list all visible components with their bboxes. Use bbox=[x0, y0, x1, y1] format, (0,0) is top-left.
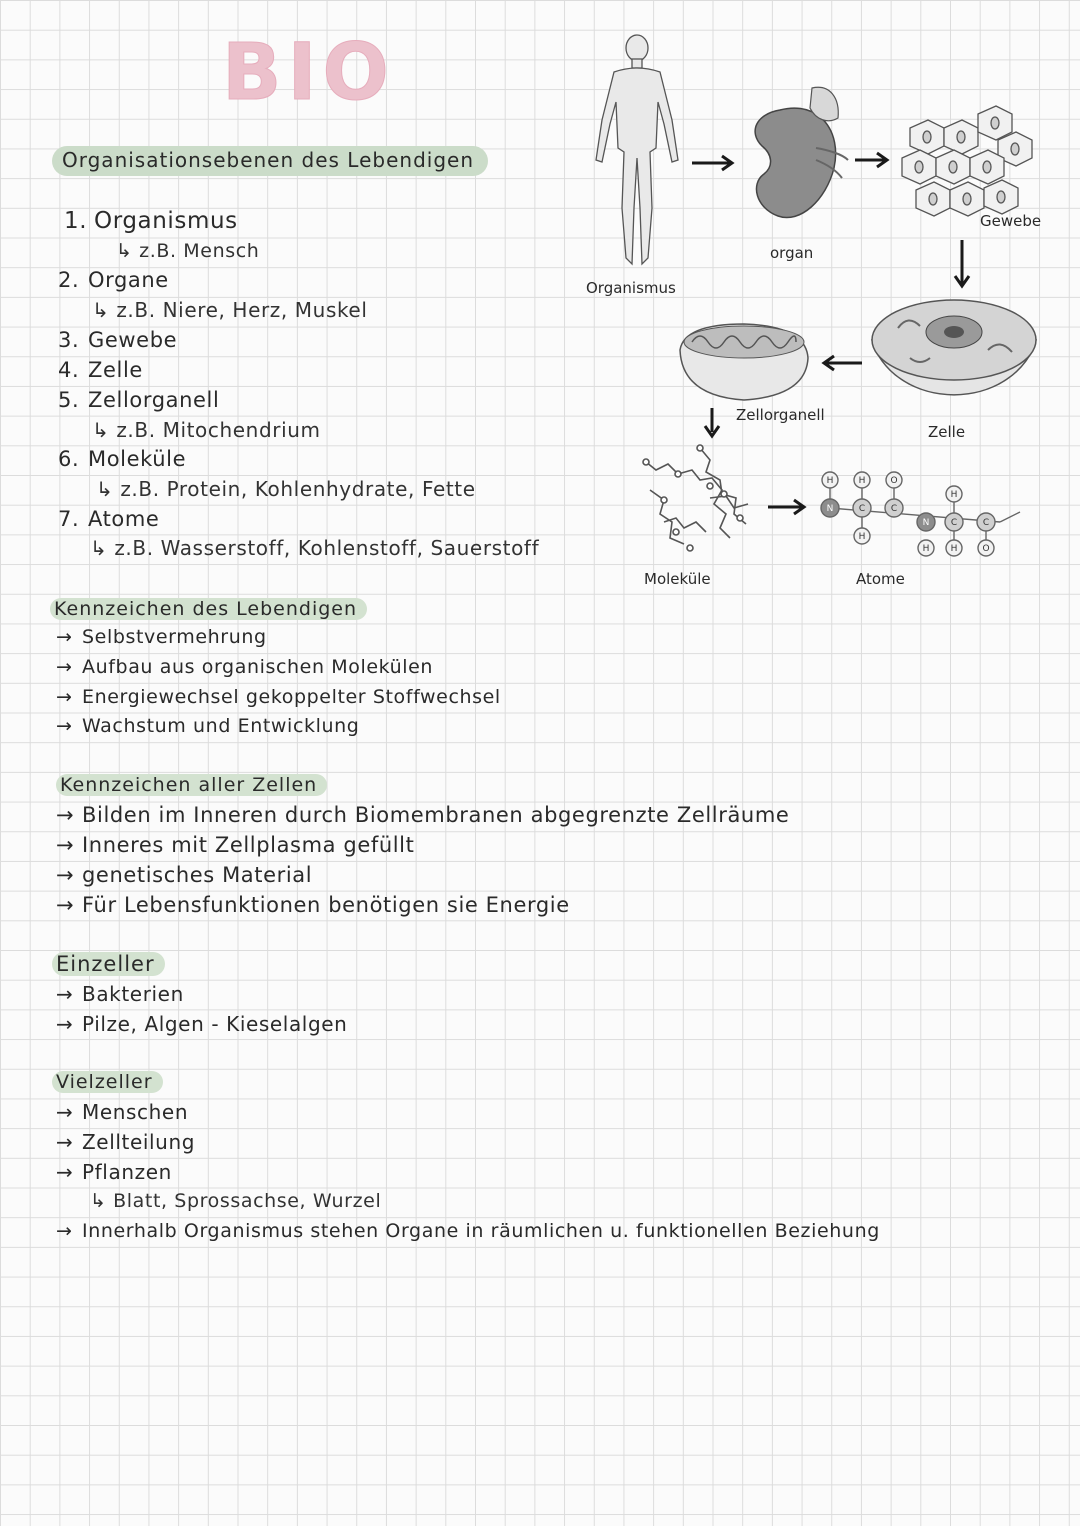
svg-text:N: N bbox=[826, 504, 834, 514]
section-heading-einzeller: Einzeller bbox=[52, 952, 165, 976]
arrow-down-icon bbox=[955, 240, 969, 286]
list-item: → Wachstum und Entwicklung bbox=[56, 715, 360, 737]
svg-text:C: C bbox=[982, 518, 990, 528]
section-heading-vielzeller: Vielzeller bbox=[52, 1071, 163, 1093]
list-item: 4. Zelle bbox=[58, 358, 143, 382]
svg-text:H: H bbox=[858, 532, 866, 542]
diagram-label-zellorganell: Zellorganell bbox=[736, 406, 825, 424]
arrow-right-icon bbox=[768, 500, 804, 514]
svg-text:H: H bbox=[826, 476, 834, 486]
svg-text:C: C bbox=[858, 504, 866, 514]
svg-text:N: N bbox=[922, 518, 930, 528]
list-item: 1. Organismus bbox=[64, 208, 238, 234]
list-item-sub: ↳ z.B. Protein, Kohlenhydrate, Fette bbox=[96, 477, 476, 501]
svg-text:O: O bbox=[890, 476, 898, 486]
animal-cell-icon bbox=[872, 300, 1036, 395]
arrow-left-icon bbox=[824, 356, 862, 370]
list-item: → Selbstvermehrung bbox=[56, 626, 267, 648]
section-heading-organisation: Organisationsebenen des Lebendigen bbox=[52, 146, 488, 176]
atom-structure-icon bbox=[821, 472, 1020, 556]
diagram-label-zelle: Zelle bbox=[928, 423, 966, 441]
list-item-sub: ↳ Blatt, Sprossachse, Wurzel bbox=[90, 1190, 382, 1212]
molecule-chain-icon bbox=[643, 445, 748, 551]
list-item: 2. Organe bbox=[58, 268, 169, 292]
list-item: → Pflanzen bbox=[56, 1160, 172, 1184]
arrow-right-icon bbox=[855, 153, 887, 167]
svg-text:H: H bbox=[922, 544, 930, 554]
diagram-label-organismus: Organismus bbox=[586, 279, 676, 297]
arrow-down-icon bbox=[705, 408, 719, 436]
svg-text:O: O bbox=[982, 544, 990, 554]
list-item: 7. Atome bbox=[58, 507, 160, 531]
list-item: → Bilden im Inneren durch Biomembranen abgegrenzte Zellräume bbox=[56, 803, 790, 827]
diagram-label-atome: Atome bbox=[856, 570, 905, 588]
arrow-right-icon bbox=[692, 156, 732, 170]
svg-text:H: H bbox=[950, 490, 958, 500]
mitochondrion-icon bbox=[680, 324, 808, 400]
section-heading-kennzeichen-zellen: Kennzeichen aller Zellen bbox=[56, 774, 327, 796]
list-item-sub: ↳ z.B. Mitochendrium bbox=[92, 418, 321, 442]
list-item: → Aufbau aus organischen Molekülen bbox=[56, 656, 434, 678]
list-item: 6. Moleküle bbox=[58, 447, 187, 471]
svg-text:C: C bbox=[890, 504, 898, 514]
list-item: → Zellteilung bbox=[56, 1130, 196, 1154]
list-item: 3. Gewebe bbox=[58, 328, 178, 352]
svg-text:C: C bbox=[950, 518, 958, 528]
list-item: → genetisches Material bbox=[56, 863, 313, 887]
list-item: → Innerhalb Organismus stehen Organe in räumlichen u. funktionellen Beziehung bbox=[56, 1220, 880, 1242]
list-item-sub: ↳ z.B. Niere, Herz, Muskel bbox=[92, 298, 368, 322]
list-item: 5. Zellorganell bbox=[58, 388, 220, 412]
organisation-levels-diagram bbox=[580, 28, 1060, 600]
list-item: → Inneres mit Zellplasma gefüllt bbox=[56, 833, 415, 857]
svg-text:H: H bbox=[950, 544, 958, 554]
diagram-label-molekuele: Moleküle bbox=[644, 570, 711, 588]
list-item-sub: ↳ z.B. Mensch bbox=[116, 240, 260, 262]
section-heading-kennzeichen-lebendigen: Kennzeichen des Lebendigen bbox=[50, 598, 367, 620]
list-item: → Energiewechsel gekoppelter Stoffwechsel bbox=[56, 686, 501, 708]
page-title: BIO bbox=[222, 28, 395, 118]
tissue-cells-icon bbox=[902, 106, 1032, 216]
list-item: → Für Lebensfunktionen benötigen sie Energie bbox=[56, 893, 570, 917]
diagram-label-organ: organ bbox=[770, 244, 814, 262]
list-item: → Bakterien bbox=[56, 982, 184, 1006]
kidney-organ-icon bbox=[755, 87, 848, 217]
list-item: → Menschen bbox=[56, 1100, 189, 1124]
diagram-label-gewebe: Gewebe bbox=[980, 212, 1042, 230]
human-figure-icon bbox=[596, 35, 678, 264]
list-item-sub: ↳ z.B. Wasserstoff, Kohlenstoff, Sauerstoff bbox=[90, 536, 540, 560]
list-item: → Pilze, Algen - Kieselalgen bbox=[56, 1012, 348, 1036]
svg-text:H: H bbox=[858, 476, 866, 486]
